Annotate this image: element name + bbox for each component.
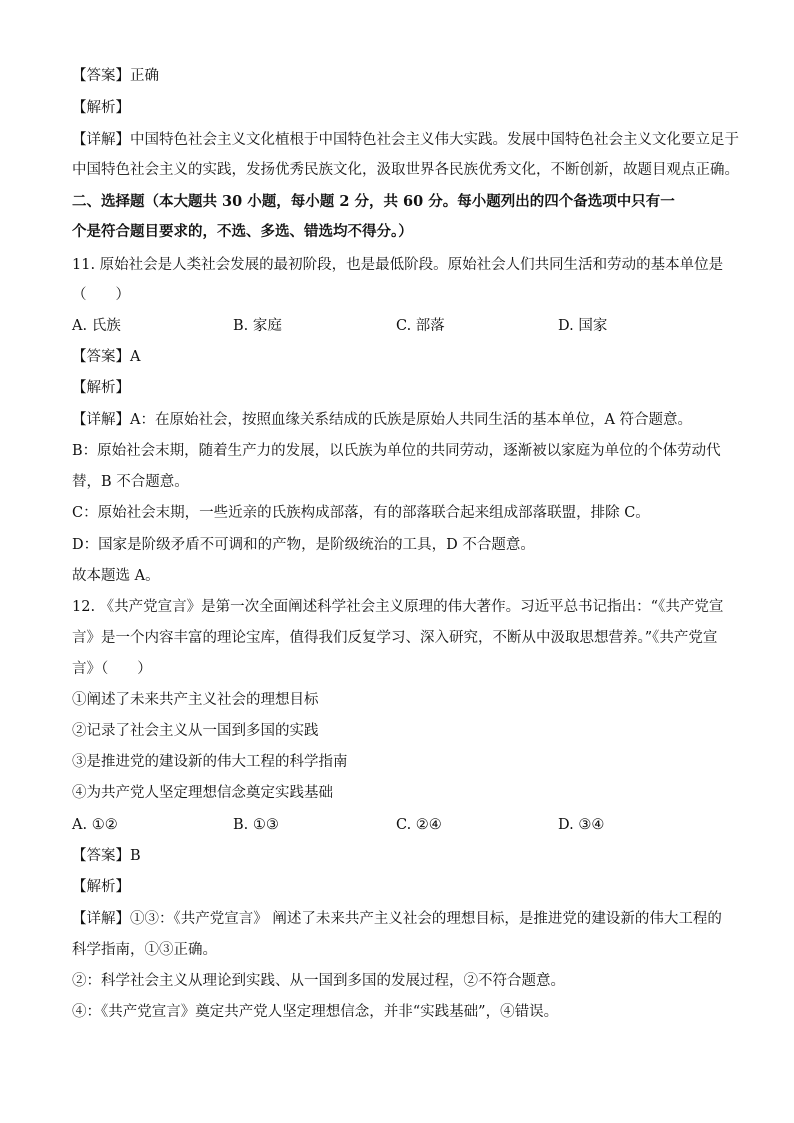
q11-stem: 11. 原始社会是人类社会发展的最初阶段，也是最低阶段。原始社会人们共同生活和劳动的基本单位是 — [72, 257, 724, 273]
q12-statement: ①阐述了未来共产主义社会的理想目标 — [72, 692, 319, 708]
prev-analysis-label: 【解析】 — [72, 100, 130, 116]
q11-answer-line: 【答案】A — [72, 349, 141, 365]
q12-stem: 12. 《共产党宣言》是第一次全面阐述科学社会主义原理的伟大著作。习近平总书记指出：“《共产党宣 — [72, 599, 724, 615]
q12-stem: 言》是一个内容丰富的理论宝库，值得我们反复学习、深入研究，不断从中汲取思想营养。”《共产党宣 — [72, 630, 718, 646]
q11-detail-line: B：原始社会末期，随着生产力的发展，以氏族为单位的共同劳动，逐渐被以家庭为单位的个体劳动代 — [72, 443, 721, 459]
prev-detail-line: 中国特色社会主义的实践，发扬优秀民族文化，汲取世界各民族优秀文化，不断创新，故题目观点正确。 — [72, 162, 739, 178]
q11-detail-line: 故本题选 A。 — [72, 568, 160, 584]
section-heading: 个是符合题目要求的，不选、多选、错选均不得分。） — [72, 223, 413, 240]
q11-option-d: D. 国家 — [558, 318, 608, 334]
q12-detail-line: ④：《共产党宣言》奠定共产党人坚定理想信念，并非“实践基础”，④错误。 — [72, 1004, 559, 1020]
q11-stem: （ ） — [72, 287, 130, 303]
q12-statement: ③是推进党的建设新的伟大工程的科学指南 — [72, 754, 348, 770]
q11-detail-line: C：原始社会末期，一些近亲的氏族构成部落，有的部落联合起来组成部落联盟，排除 C。 — [72, 505, 650, 521]
prev-detail-line: 【详解】中国特色社会主义文化植根于中国特色社会主义伟大实践。发展中国特色社会主义文化要立足于 — [72, 132, 739, 148]
q11-analysis-label: 【解析】 — [72, 380, 130, 396]
section-heading: 二、选择题（本大题共 30 小题，每小题 2 分，共 60 分。每小题列出的四个备选项中只有一 — [72, 193, 675, 210]
q12-statement: ②记录了社会主义从一国到多国的实践 — [72, 723, 319, 739]
q12-detail-line: 【详解】①③：《共产党宣言》 阐述了未来共产主义社会的理想目标，是推进党的建设新的伟大工程的 — [72, 911, 722, 927]
q12-option-d: D. ③④ — [558, 817, 605, 833]
q11-option-a: A. 氏族 — [72, 318, 121, 334]
q12-statement: ④为共产党人坚定理想信念奠定实践基础 — [72, 785, 333, 801]
prev-answer-line: 【答案】正确 — [72, 68, 159, 84]
q11-detail-line: D：国家是阶级矛盾不可调和的产物，是阶级统治的工具，D 不合题意。 — [72, 537, 535, 553]
q12-answer-line: 【答案】B — [72, 848, 141, 864]
q12-option-c: C. ②④ — [396, 817, 442, 833]
q11-option-b: B. 家庭 — [233, 318, 282, 334]
q12-option-a: A. ①② — [72, 817, 118, 833]
q11-detail-line: 【详解】A：在原始社会，按照血缘关系结成的氏族是原始人共同生活的基本单位，A 符合题意。 — [72, 412, 693, 428]
q12-detail-line: ②：科学社会主义从理论到实践、从一国到多国的发展过程，②不符合题意。 — [72, 973, 565, 989]
q11-detail-line: 替，B 不合题意。 — [72, 474, 189, 490]
q12-detail-line: 科学指南，①③正确。 — [72, 942, 217, 958]
q12-option-b: B. ①③ — [233, 817, 279, 833]
q12-stem: 言》（ ） — [72, 661, 152, 677]
q11-option-c: C. 部落 — [396, 318, 445, 334]
q12-analysis-label: 【解析】 — [72, 879, 130, 895]
